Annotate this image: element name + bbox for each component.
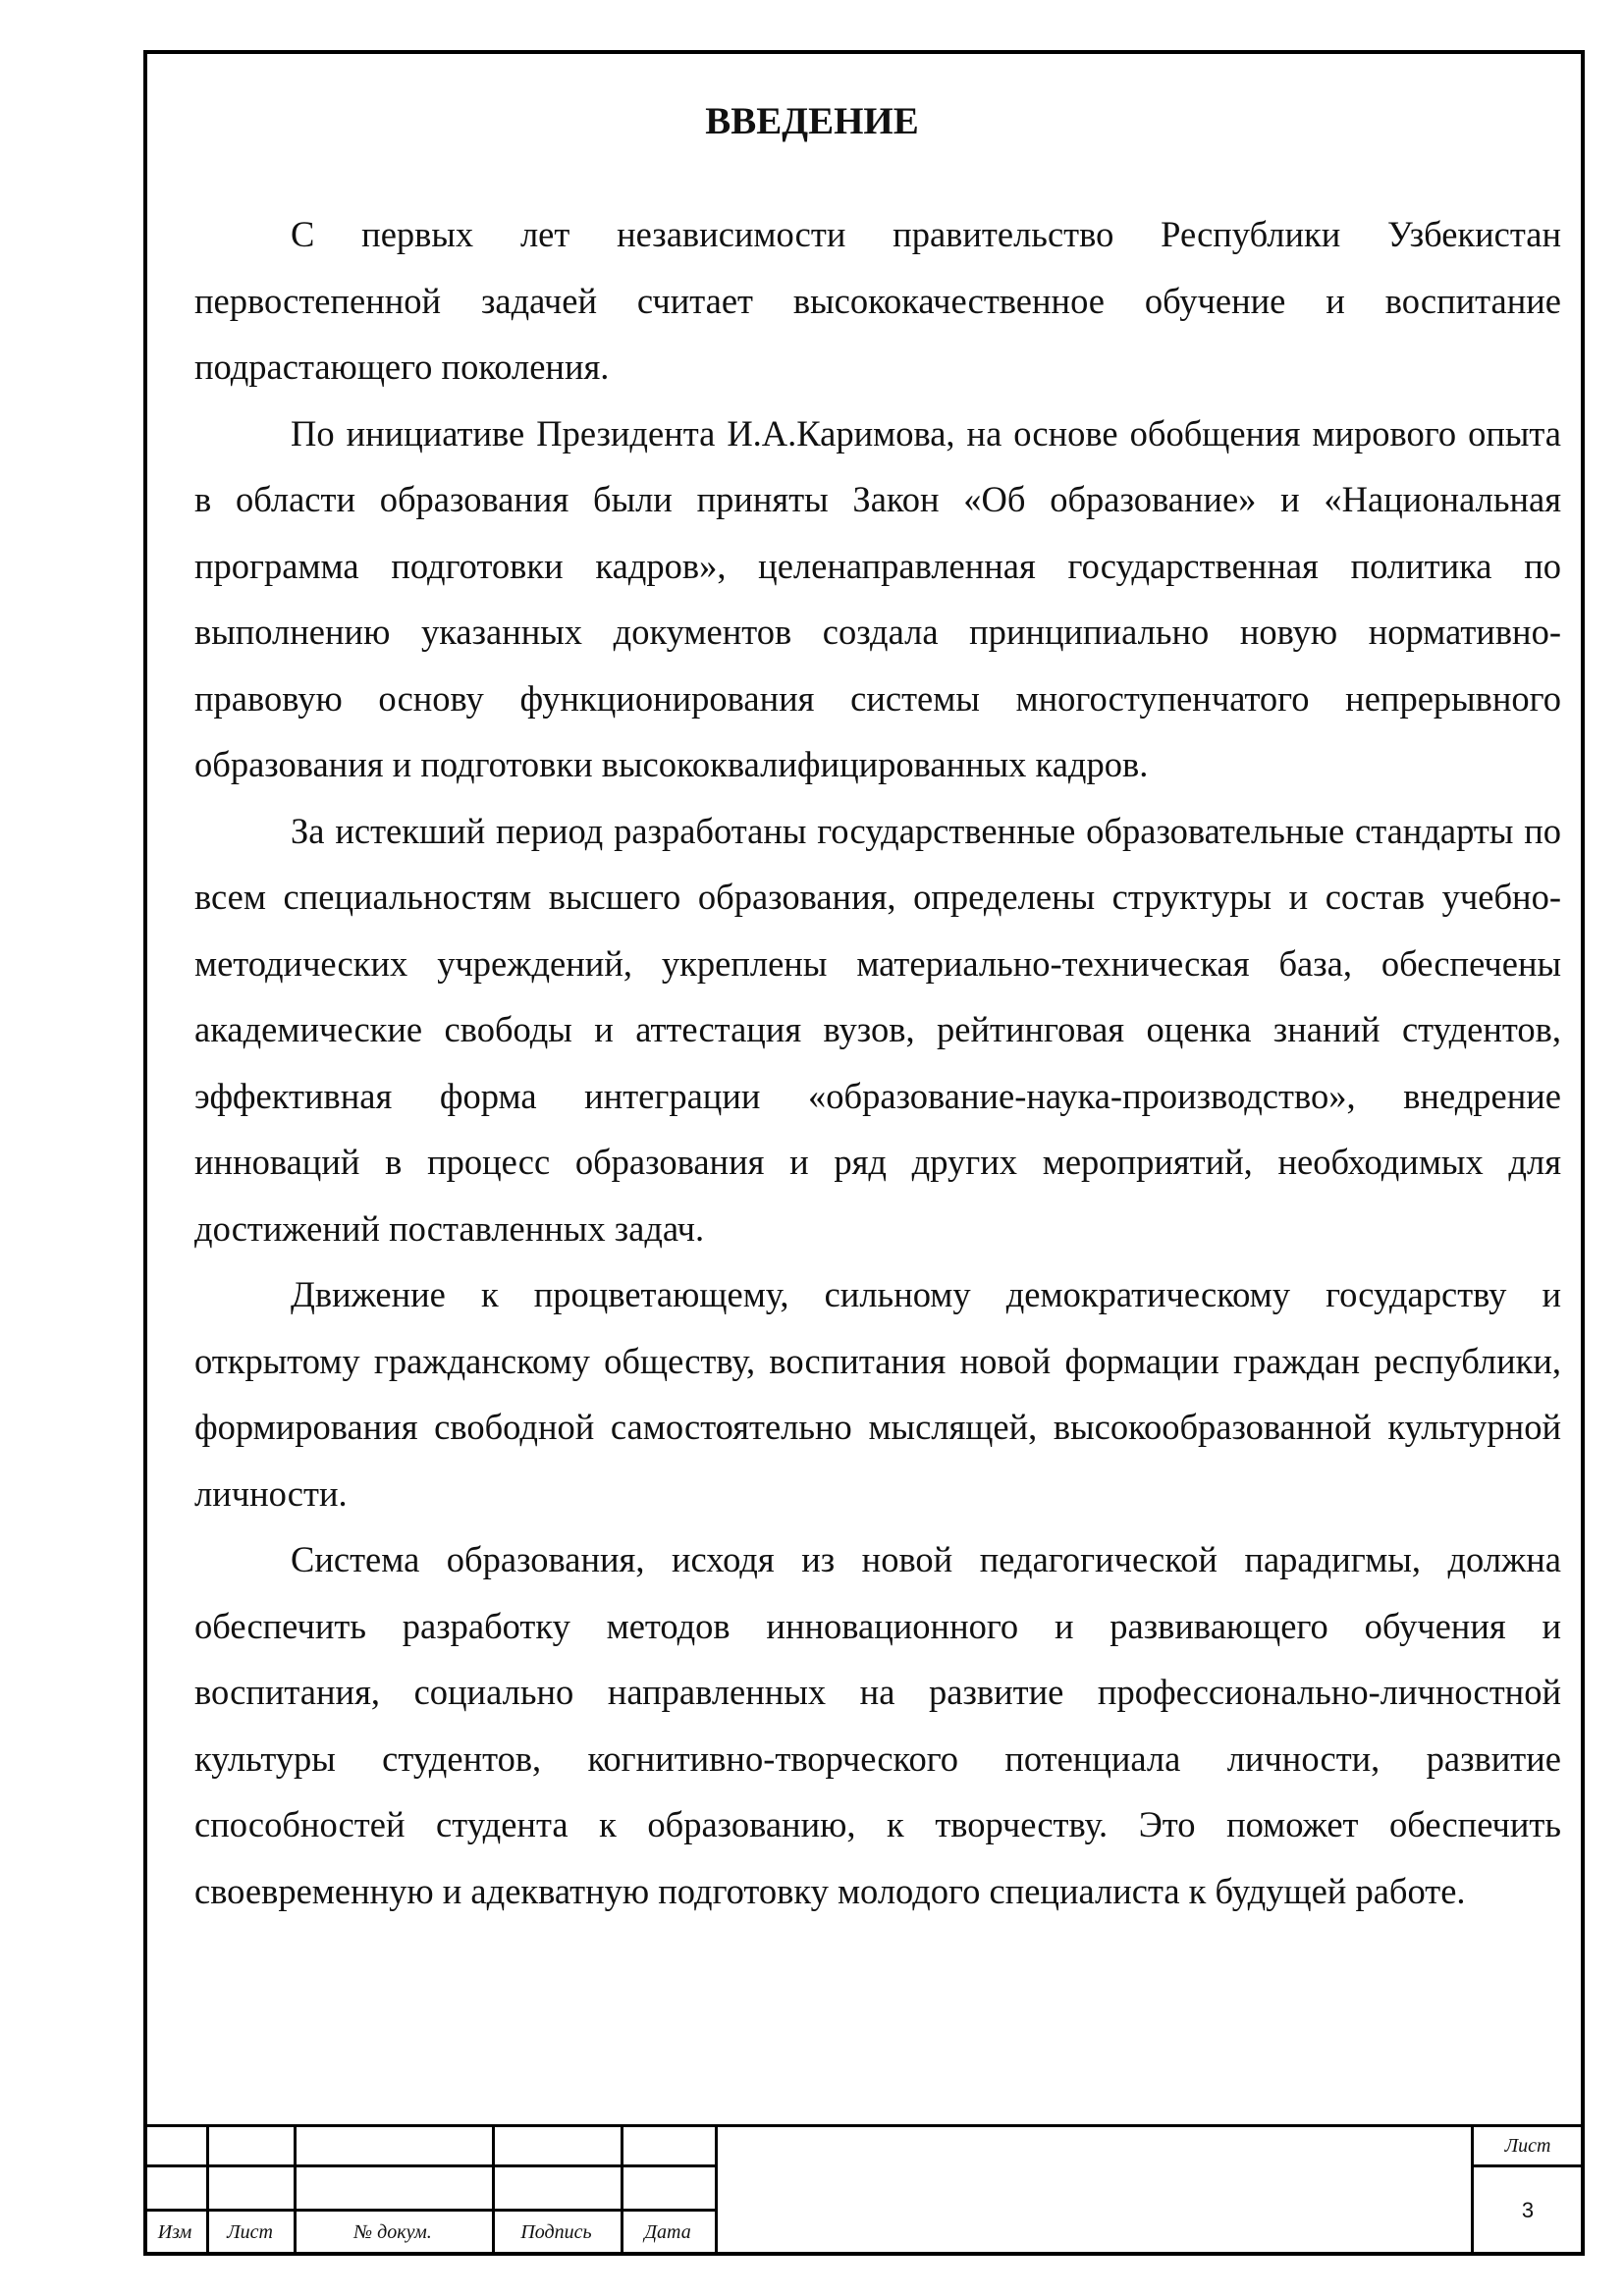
paragraph: С первых лет независимости правительство Республики Узбекистан первостепенной задачей считает высококачественное обучение и воспитание подрастающего поколения. xyxy=(194,214,1561,387)
paragraph: За истекший период разработаны государственные образовательные стандарты по всем специальностям высшего образования, определены структуры и состав учебно-методических учреждений, укреплены материально-техническая база, обеспечены академические свободы и аттестация вузов, рейтинговая оценка знаний студентов, эффективная форма интеграции «образование-наука-производство», внедрение инноваций в процесс образования и ряд других мероприятий, необходимых для достижений поставленных задач. xyxy=(194,810,1561,1249)
stamp-row-line xyxy=(143,2164,715,2167)
page-number: 3 xyxy=(1521,2198,1535,2222)
stamp-top-line xyxy=(143,2124,1585,2127)
document-body xyxy=(194,201,1561,1924)
stamp-sheet-label: Лист xyxy=(1504,2135,1551,2157)
document-heading: ВВЕДЕНИЕ xyxy=(705,100,919,142)
stamp-sheet-line xyxy=(1471,2164,1585,2167)
paragraph: По инициативе Президента И.А.Каримова, на основе обобщения мирового опыта в области образования были приняты Закон «Об образование» и «Национальная программа подготовки кадров», целенаправленная государственная политика по выполнению указанных документов создала принципиально новую нормативно-правовую основу функционирования системы многоступенчатого непрерывного образования и подготовки высококвалифицированных кадров. xyxy=(194,412,1561,784)
paragraph: Движение к процветающему, сильному демократическому государству и открытому гражданскому обществу, воспитания новой формации граждан республики, формирования свободной самостоятельно мыслящей, высокообразованной культурной личности. xyxy=(194,1274,1561,1514)
stamp-caption-signature: Подпись xyxy=(520,2221,592,2243)
stamp-caption-list: Лист xyxy=(227,2221,273,2243)
stamp-col-line xyxy=(715,2124,718,2256)
title-block xyxy=(143,2124,1585,2256)
stamp-caption-doc-no: № докум. xyxy=(353,2221,432,2243)
paragraph: Система образования, исходя из новой педагогической парадигмы, должна обеспечить разработку методов инновационного и развивающего обучения и воспитания, социально направленных на развитие профессионально-личностной культуры студентов, когнитивно-творческого потенциала личности, развитие способностей студента к образованию, к творчеству. Это поможет обеспечить своевременную и адекватную подготовку молодого специалиста к будущей работе. xyxy=(194,1539,1561,1911)
stamp-caption-izm: Изм xyxy=(157,2221,192,2243)
stamp-caption-date: Дата xyxy=(644,2221,691,2243)
stamp-row-line xyxy=(143,2209,715,2212)
